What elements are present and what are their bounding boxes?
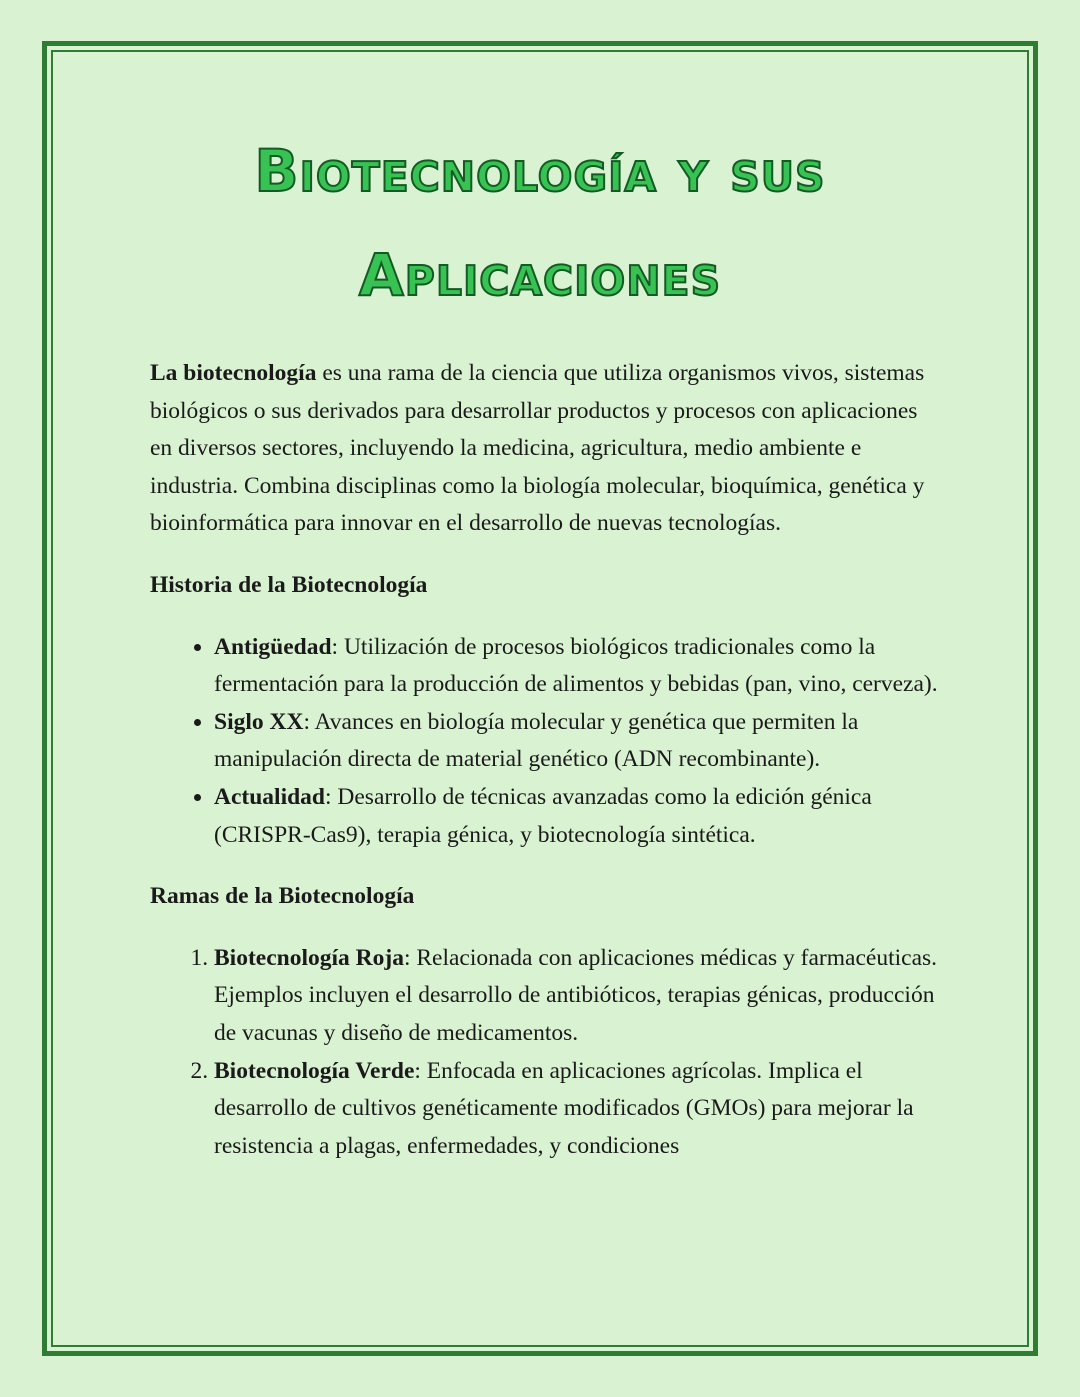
document-body [150,355,940,1165]
history-heading: Historia de la Biotecnología [150,571,428,598]
branches-list [150,940,940,1166]
intro-term: La biotecnología [150,360,317,386]
page-title-line-2: Aplicaciones [358,241,722,309]
branch-item-roja [214,940,940,1053]
history-item-term: Siglo XX [214,708,304,735]
intro-text: es una rama de la ciencia que utiliza organismos vivos, sistemas biológicos o sus derivados para desarrollar productos y procesos con aplicaciones en diversos sectores, incluyendo la medicina, agricultura, medio ambiente e industria. Combina disciplinas como la biología molecular, bioquímica, genética y bioinformática para innovar en el desarrollo de nuevas tecnologías. [150,360,925,537]
history-list [150,629,940,855]
history-item-text: : Avances en biología molecular y genética que permiten la manipulación directa de material genético (ADN recombinante). [214,708,859,773]
history-item-actualidad [214,779,940,854]
history-item-antiguedad [214,629,940,704]
branch-item-term: Biotecnología Roja [214,944,404,971]
branch-item-term: Biotecnología Verde [214,1057,415,1084]
intro-paragraph [150,355,940,543]
branch-item-verde [214,1053,940,1166]
page-title-line-1: Biotecnología y sus [254,137,826,205]
branch-item-text: : Relacionada con aplicaciones médicas y farmacéuticas. Ejemplos incluyen el desarrollo de antibióticos, terapias génicas, producción de vacunas y diseño de medicamentos. [214,944,938,1046]
history-item-text: : Desarrollo de técnicas avanzadas como la edición génica (CRISPR-Cas9), terapia génica, y biotecnología sintética. [214,783,872,848]
branches-heading: Ramas de la Biotecnología [150,883,415,910]
history-item-term: Antigüedad [214,633,332,660]
branch-item-text: : Enfocada en aplicaciones agrícolas. Implica el desarrollo de cultivos genéticamente modificados (GMOs) para mejorar la resistencia a plagas, enfermedades, y condiciones [214,1057,914,1159]
history-item-text: : Utilización de procesos biológicos tradicionales como la fermentación para la producción de alimentos y bebidas (pan, vino, cerveza). [214,633,938,698]
history-item-term: Actualidad [214,783,325,810]
history-item-siglo-xx [214,704,940,779]
